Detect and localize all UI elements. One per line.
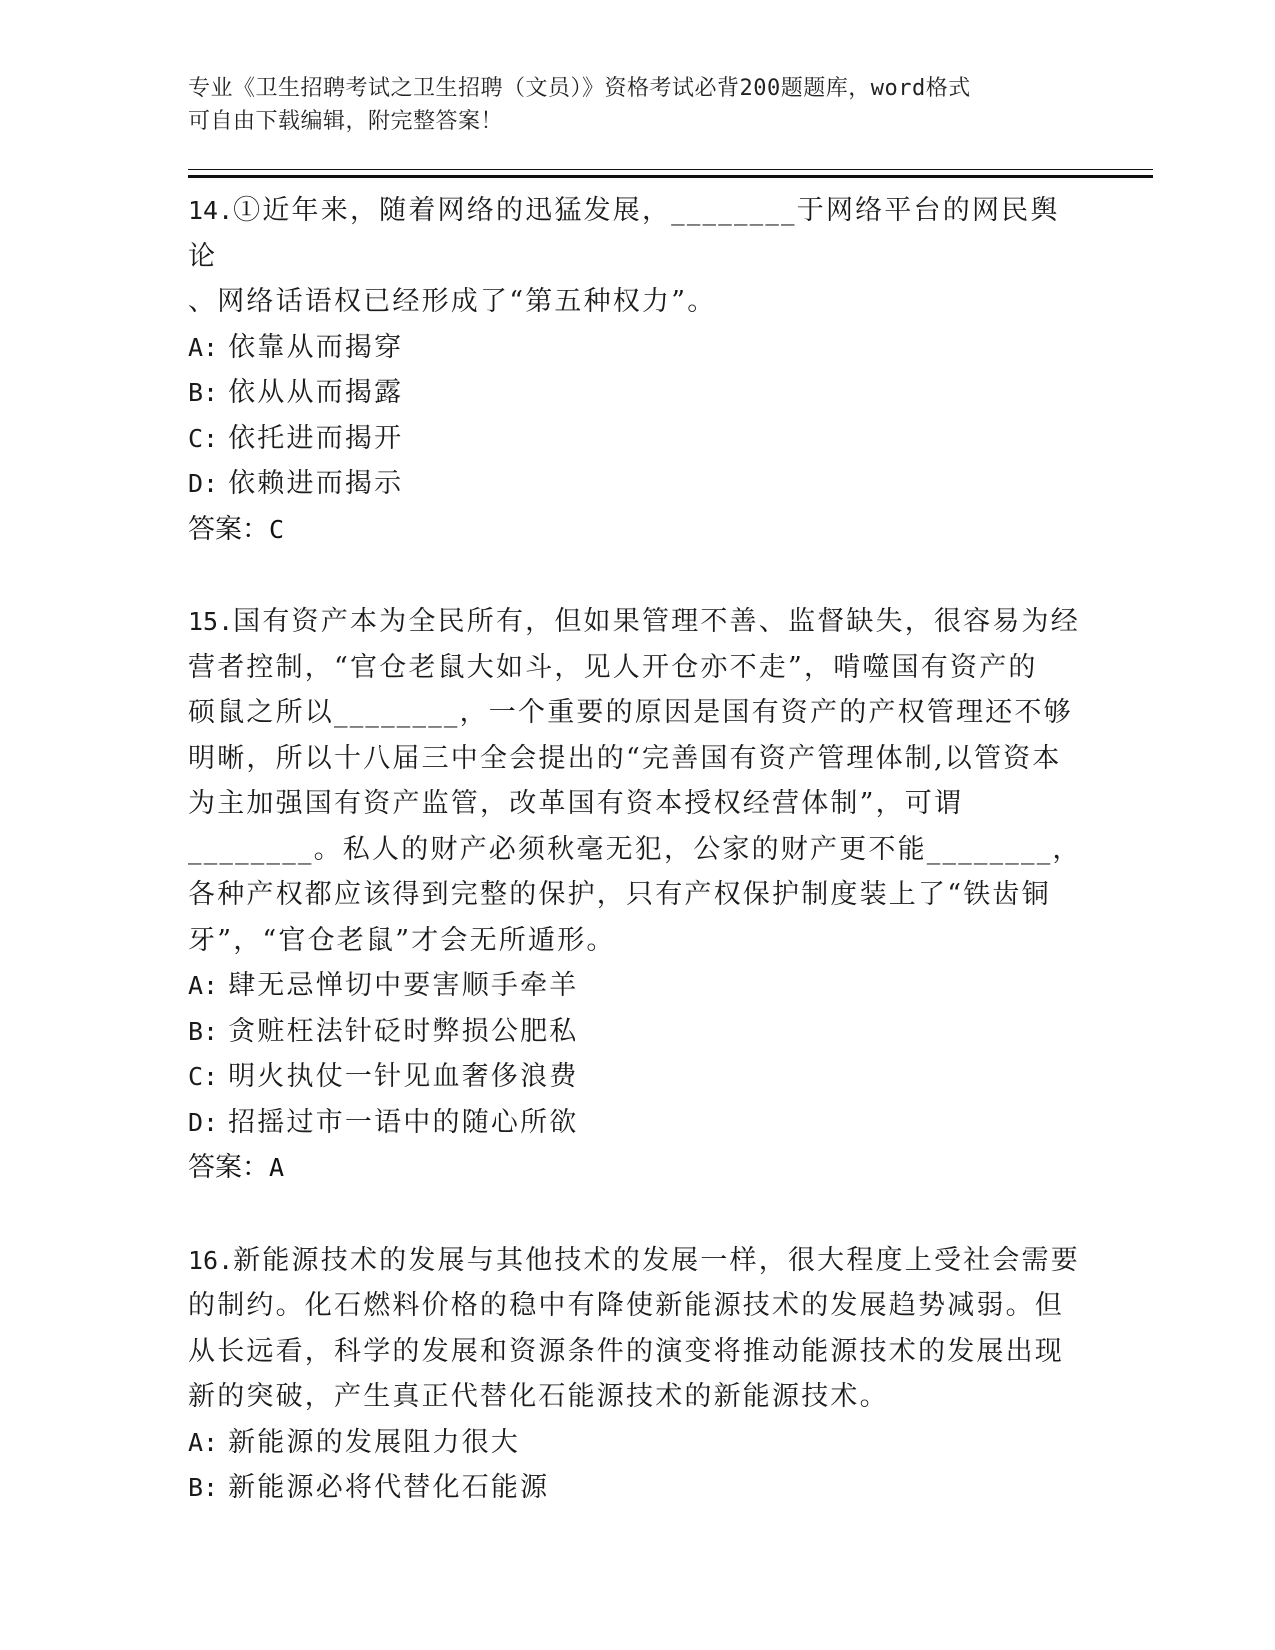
answer-line [188,1145,1088,1191]
question-line: ①近年来，随着网络的迅猛发展，________于网络平台的网民舆论 [188,195,1060,272]
option-text: 依托进而揭开 [228,422,404,454]
option-key: B: [188,378,219,407]
option-text: 明火执仗一针见血奢侈浪费 [228,1061,579,1092]
question-list [188,188,1088,1511]
question-line: 从长远看，科学的发展和资源条件的演变将推动能源技术的发展出现 [188,1335,1064,1367]
question-number: 15. [188,607,234,636]
option-key: C: [188,1062,219,1091]
question-line: 牙”，“官仓老鼠”才会无所遁形。 [188,924,616,956]
option-c [188,1054,1088,1100]
answer-value: A [269,1153,285,1182]
question-stem [188,188,1088,325]
option-text: 贪赃枉法针砭时弊损公肥私 [228,1015,579,1047]
question-line: 国有资产本为全民所有，但如果管理不善、监督缺失，很容易为经 [233,606,1080,637]
question-line: 各种产权都应该得到完整的保护，只有产权保护制度装上了“铁齿铜 [188,879,1051,910]
header-line-1: 专业《卫生招聘考试之卫生招聘（文员）》资格考试必背200题题库，word格式 [188,76,971,101]
option-key: B: [188,1016,219,1046]
question-line: 为主加强国有资产监管，改革国有资本授权经营体制”，可谓 [188,788,964,819]
option-key: D: [188,1107,219,1137]
answer-value: C [269,514,285,544]
question-line: 硕鼠之所以________，一个重要的原因是国有资产的产权管理还不够 [188,697,1073,728]
spacer [188,552,1088,599]
option-key: D: [188,469,219,498]
option-text: 新能源的发展阻力很大 [228,1426,521,1458]
question-line: 明晰，所以十八届三中全会提出的“完善国有资产管理体制,以管资本 [188,742,1062,774]
question-stem [188,599,1088,963]
option-text: 依靠从而揭穿 [228,331,404,363]
document-header [188,72,1088,138]
header-rule-thin [188,169,1153,170]
option-key: A: [188,971,219,1000]
option-text: 招摇过市一语中的随心所欲 [228,1106,579,1138]
option-d [188,1100,1088,1146]
option-key: C: [188,423,219,453]
option-key: B: [188,1473,219,1502]
option-b [188,370,1088,416]
answer-line [188,507,1088,553]
option-b [188,1009,1088,1055]
option-d [188,461,1088,507]
question-stem [188,1238,1088,1420]
question-number: 14. [188,196,234,225]
answer-label: 答案： [188,513,269,545]
option-a [188,963,1088,1009]
answer-label: 答案： [188,1152,269,1183]
option-text: 依从从而揭露 [228,377,404,408]
question-line: 新的突破，产生真正代替化石能源技术的新能源技术。 [188,1381,889,1412]
option-text: 肆无忌惮切中要害顺手牵羊 [228,970,579,1001]
question-line: 的制约。化石燃料价格的稳中有降使新能源技术的发展趋势减弱。但 [188,1290,1064,1321]
option-text: 依赖进而揭示 [228,468,404,499]
question-block-14 [188,188,1088,552]
question-block-16 [188,1238,1088,1511]
question-line: 新能源技术的发展与其他技术的发展一样，很大程度上受社会需要 [233,1244,1080,1276]
header-line-2: 可自由下载编辑，附完整答案！ [188,109,504,134]
header-rule-thick [188,175,1153,178]
option-text: 新能源必将代替化石能源 [228,1472,550,1503]
option-key: A: [188,1427,219,1457]
option-b [188,1465,1088,1511]
option-a [188,325,1088,371]
question-line: 营者控制，“官仓老鼠大如斗，见人开仓亦不走”，啃噬国有资产的 [188,651,1038,683]
option-a [188,1420,1088,1466]
spacer [188,1191,1088,1238]
option-key: A: [188,332,219,362]
question-number: 16. [188,1245,234,1275]
option-c [188,416,1088,462]
question-line: ________。私人的财产必须秋毫无犯，公家的财产更不能________， [188,833,1082,865]
question-line: 、网络话语权已经形成了“第五种权力”。 [188,286,717,317]
question-block-15 [188,599,1088,1191]
